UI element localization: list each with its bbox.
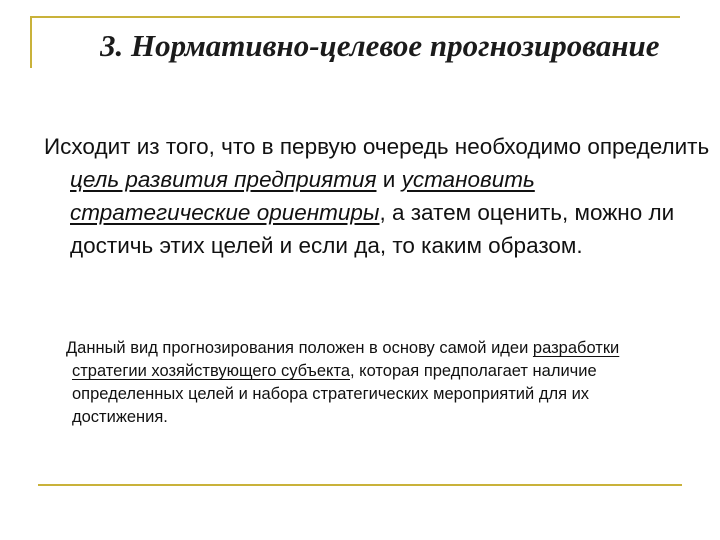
slide-title: 3. Нормативно-целевое прогнозирование <box>100 28 660 63</box>
main-paragraph <box>44 130 710 262</box>
main-text-part-3: , а затем оценить, можно ли достичь этих целей и если да, то каким образом. <box>70 200 675 258</box>
frame-left-line <box>30 16 32 68</box>
strategy-development-link[interactable]: разработки стратегии хозяйствующего субъекта <box>72 339 620 380</box>
sub-text-part-2: , которая предполагает наличие определенных целей и набора стратегических мероприятий для их достижения. <box>72 362 597 426</box>
frame-bottom-line <box>38 484 682 486</box>
frame-top-line <box>30 16 680 18</box>
main-text-part-2: и <box>376 167 402 192</box>
main-text-part-1: Исходит из того, что в первую очередь необходимо определить <box>44 134 710 159</box>
sub-paragraph <box>66 337 672 429</box>
goal-link[interactable]: цель развития предприятия <box>70 167 377 192</box>
strategic-guidelines-link[interactable]: установить стратегические ориентиры <box>70 167 535 225</box>
sub-text-part-1: Данный вид прогнозирования положен в основу самой идеи <box>66 339 533 357</box>
